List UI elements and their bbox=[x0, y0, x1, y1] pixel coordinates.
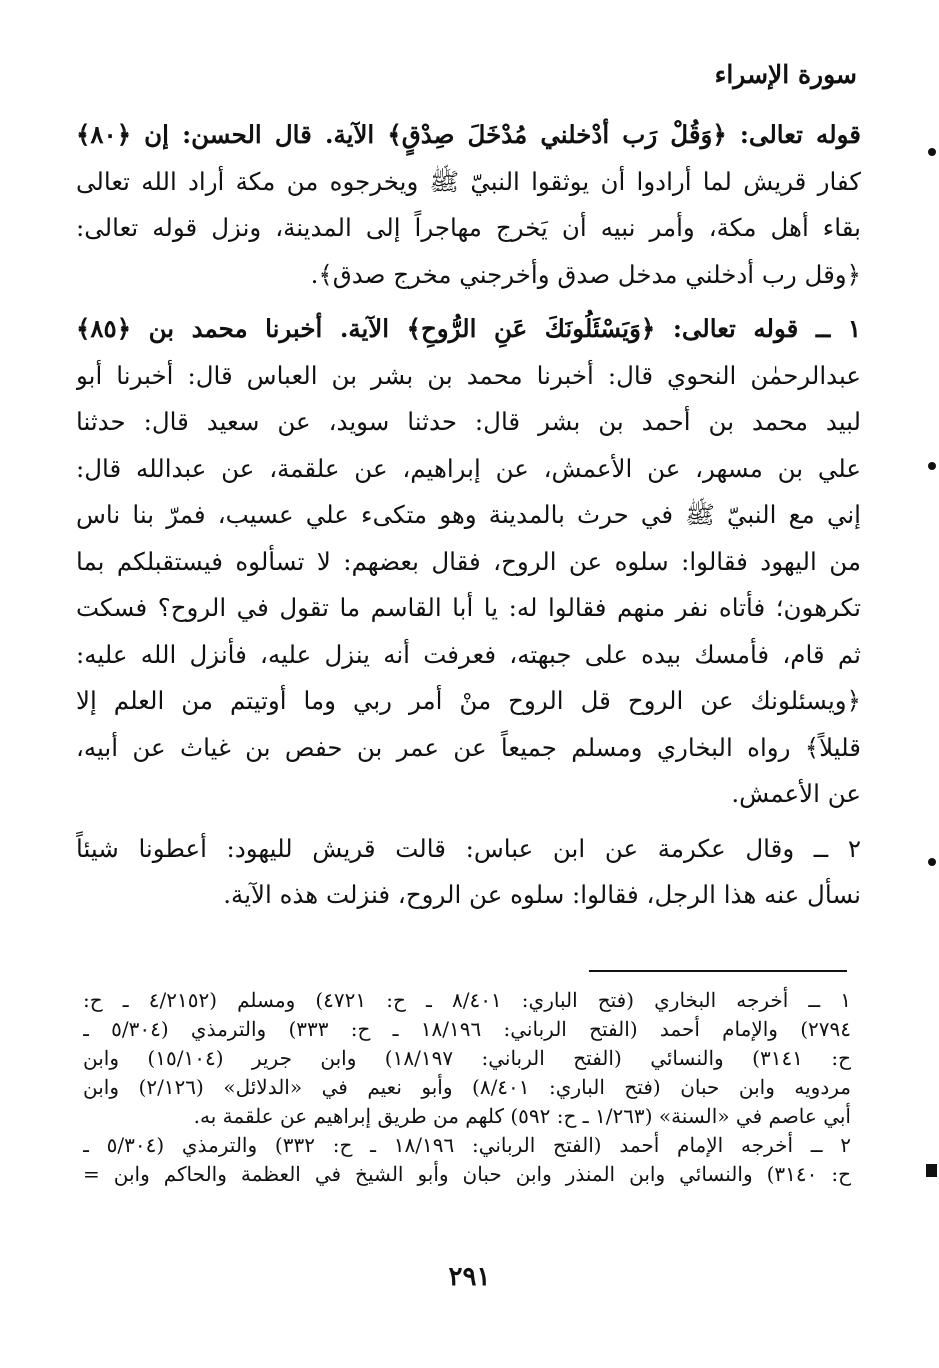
footnotes bbox=[83, 986, 851, 1189]
text-line: كفار قريش لما أرادوا أن يوثقوا النبيّ ﷺ ويخرجوه من مكة أراد الله تعالى bbox=[76, 166, 861, 196]
text-line: ١ ــ قوله تعالى: ﴿وَيَسْئَلُونَكَ عَنِ الرُّوحِ﴾ الآية. أخبرنا محمد بن ﴿٨٥﴾ bbox=[76, 314, 861, 343]
margin-dot bbox=[928, 858, 936, 866]
text-line: إني مع النبيّ ﷺ في حرث بالمدينة وهو متكىء علي عسيب، فمرّ بنا ناس bbox=[76, 500, 861, 529]
margin-mark bbox=[926, 1164, 937, 1177]
footnote-divider bbox=[589, 970, 847, 972]
text-line: بقاء أهل مكة، وأمر نبيه أن يَخرج مهاجراً إلى المدينة، ونزل قوله تعالى: bbox=[76, 213, 861, 242]
footnote-2 bbox=[83, 1131, 851, 1189]
footnote-line: ح: ٣١٤١) والنسائي (الفتح الرباني: ١٨/١٩٧) وابن جرير (١٥/١٠٤) وابن bbox=[83, 1046, 851, 1070]
footnote-1 bbox=[83, 986, 851, 1131]
page-number: ٢٩١ bbox=[448, 1262, 491, 1292]
margin-dot bbox=[928, 148, 936, 156]
footnote-line: ٢٧٩٤) والإمام أحمد (الفتح الرباني: ١٨/١٩٦ ـ ح: ٣٣٣) والترمذي (٥/٣٠٤ ـ bbox=[83, 1017, 851, 1041]
text-line: ﴿وقل رب أدخلني مدخل صدق وأخرجني مخرج صدق﴾. bbox=[310, 259, 861, 289]
paragraph-narration-2 bbox=[76, 826, 861, 919]
footnote-line: ح: ٣١٤٠) والنسائي وابن المنذر وابن حبان وأبو الشيخ في العظمة والحاكم وابن = bbox=[83, 1162, 851, 1186]
running-header: سورة الإسراء bbox=[714, 60, 857, 89]
text-line: ٢ ــ وقال عكرمة عن ابن عباس: قالت قريش لليهود: أعطونا شيئاً bbox=[76, 833, 861, 863]
main-text bbox=[76, 112, 861, 919]
text-line: لبيد محمد بن أحمد بن بشر قال: حدثنا سويد، عن سعيد قال: حدثنا bbox=[76, 407, 861, 436]
paragraph-verse-80 bbox=[76, 112, 861, 298]
text-line: تكرهون؛ فأتاه نفر منهم فقالوا له: يا أبا القاسم ما تقول في الروح؟ فسكت bbox=[76, 593, 861, 622]
text-line: ثم قام، فأمسك بيده على جبهته، فعرفت أنه ينزل عليه، فأنزل الله عليه: bbox=[76, 639, 861, 669]
footnote-line: مردويه وابن حبان (فتح الباري: ٨/٤٠١) وأبو نعيم في «الدلائل» (٢/١٢٦) وابن bbox=[83, 1075, 851, 1099]
text-line: قليلاً﴾ رواه البخاري ومسلم جميعاً عن عمر بن حفص بن غياث عن أبيه، bbox=[76, 732, 861, 762]
footnote-line: أبي عاصم في «السنة» (١/٢٦٣ ـ ح: ٥٩٢) كلهم من طريق إبراهيم عن علقمة به. bbox=[193, 1104, 851, 1128]
paragraph-verse-85 bbox=[76, 306, 861, 818]
text-line: عن الأعمش. bbox=[731, 779, 861, 808]
text-line: من اليهود فقالوا: سلوه عن الروح، فقال بعضهم: لا تسألوه فيستقبلكم بما bbox=[76, 546, 861, 576]
footnote-line: ٢ ــ أخرجه الإمام أحمد (الفتح الرباني: ١٨/١٩٦ ـ ح: ٣٣٢) والترمذي (٥/٣٠٤ ـ bbox=[83, 1133, 851, 1157]
text-line: علي بن مسهر، عن الأعمش، عن إبراهيم، عن علقمة، عن عبدالله قال: bbox=[76, 453, 861, 483]
text-line: نسأل عنه هذا الرجل، فقالوا: سلوه عن الروح، فنزلت هذه الآية. bbox=[223, 880, 861, 909]
text-line: قوله تعالى: ﴿وَقُلْ رَب أدْخلني مُدْخَلَ صِدْقٍ﴾ الآية. قال الحسن: إن ﴿٨٠﴾ bbox=[76, 120, 861, 149]
footnote-line: ١ ــ أخرجه البخاري (فتح الباري: ٨/٤٠١ ـ ح: ٤٧٢١) ومسلم (٤/٢١٥٢ ـ ح: bbox=[83, 988, 851, 1012]
text-line: ﴿ويسئلونك عن الروح قل الروح منْ أمر ربي وما أوتيتم من العلم إلا bbox=[76, 686, 861, 715]
text-line: عبدالرحمٰن النحوي قال: أخبرنا محمد بن بشر بن العباس قال: أخبرنا أبو bbox=[76, 360, 861, 390]
margin-dot bbox=[928, 462, 936, 470]
